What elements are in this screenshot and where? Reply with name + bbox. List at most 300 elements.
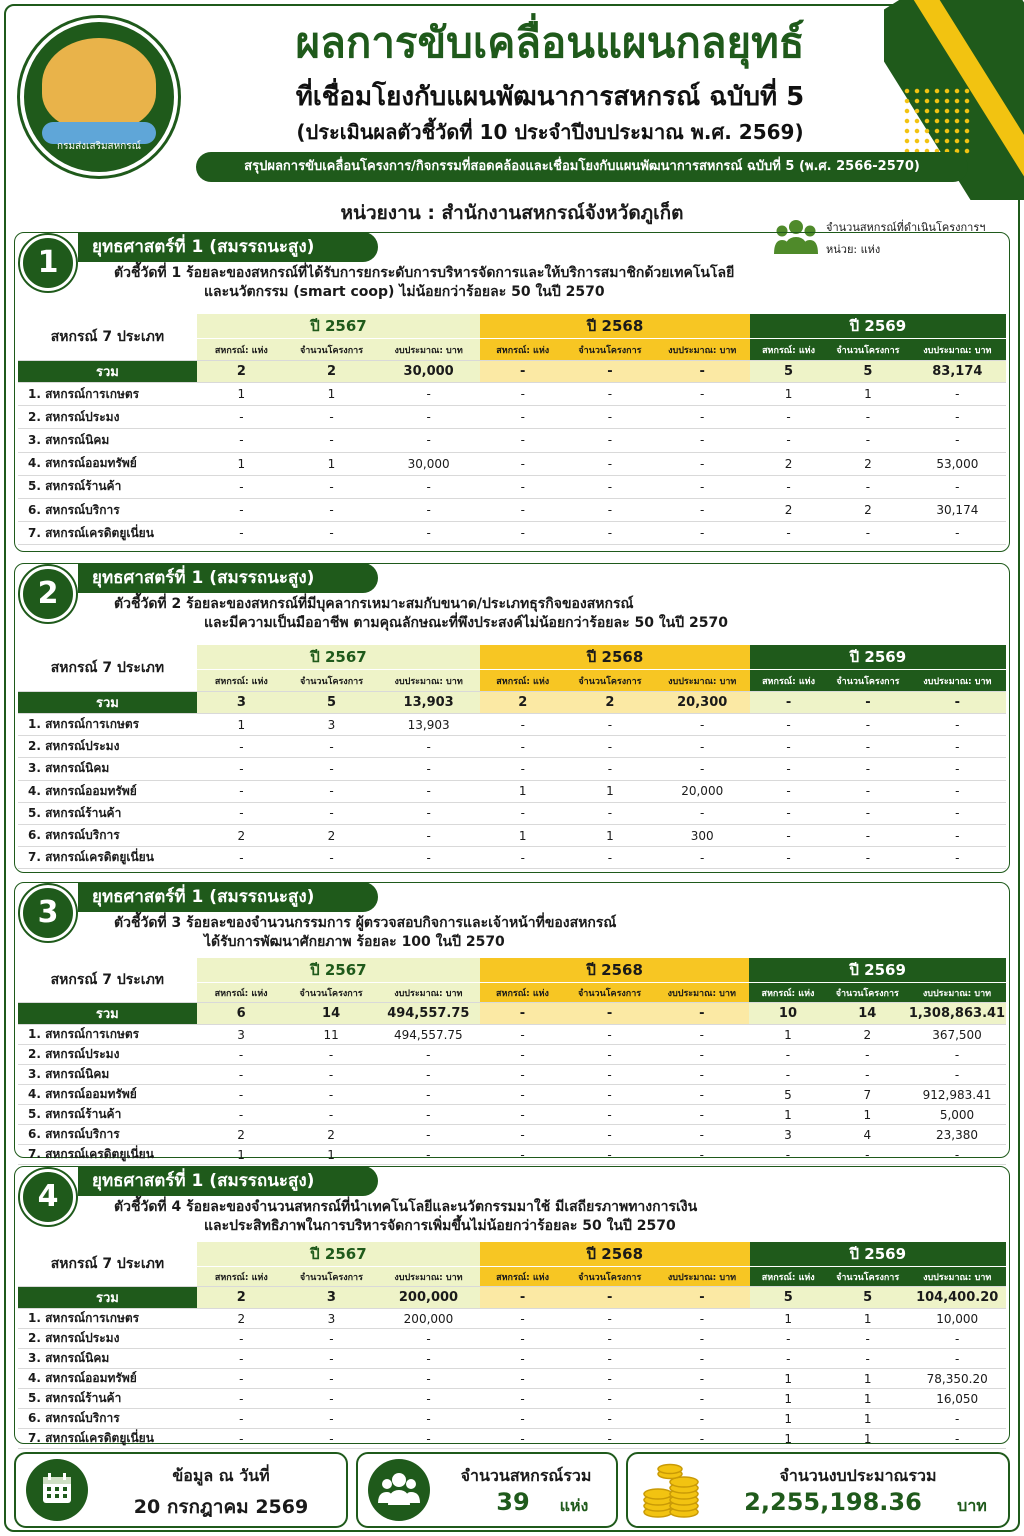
budget-total-label: จำนวนงบประมาณรวม <box>779 1466 937 1485</box>
table-cell: - <box>827 802 909 824</box>
table-cell: - <box>750 758 827 780</box>
column-subheader: จำนวนโครงการ <box>286 1267 377 1287</box>
table-cell: - <box>286 780 377 802</box>
indicator-line: ได้รับการพัฒนาศักยภาพ ร้อยละ 100 ในปี 2570 <box>204 934 505 950</box>
total-cell: 3 <box>286 1287 377 1309</box>
table-row <box>18 1085 1006 1105</box>
column-subheader: สหกรณ์: แห่ง <box>197 983 286 1003</box>
column-subheader: สหกรณ์: แห่ง <box>480 1267 565 1287</box>
table-cell: 1 <box>827 1369 908 1389</box>
table-cell: - <box>565 1045 654 1065</box>
table-cell: - <box>827 1045 908 1065</box>
table-cell: - <box>197 1409 286 1429</box>
table-cell: - <box>908 1045 1006 1065</box>
table-cell: - <box>565 1349 654 1369</box>
table-cell: - <box>197 1045 286 1065</box>
table-cell: - <box>377 824 480 846</box>
table-cell: - <box>286 1065 377 1085</box>
year-header: ปี 2569 <box>750 314 1006 339</box>
table-cell: 1 <box>827 1409 908 1429</box>
total-cell: 2 <box>197 1287 286 1309</box>
total-cell: 14 <box>827 1003 908 1025</box>
table-cell: - <box>480 1065 565 1085</box>
table-row <box>18 736 1006 758</box>
table-cell: - <box>654 1329 749 1349</box>
table-cell: - <box>654 1145 749 1165</box>
table-cell: - <box>197 522 286 545</box>
coop-type-label: 5. สหกรณ์ร้านค้า <box>18 1389 197 1409</box>
coop-type-label: 5. สหกรณ์ร้านค้า <box>18 475 197 498</box>
table-cell: - <box>565 1125 654 1145</box>
column-subheader: งบประมาณ: บาท <box>909 670 1006 692</box>
department-logo <box>20 18 178 176</box>
table-cell: - <box>377 522 480 545</box>
table-cell: 10,000 <box>908 1309 1006 1329</box>
table-cell: - <box>377 1145 480 1165</box>
column-subheader: สหกรณ์: แห่ง <box>750 670 827 692</box>
year-header: ปี 2568 <box>480 314 750 339</box>
table-cell: 1 <box>827 1429 908 1449</box>
table-cell: 2 <box>827 452 909 475</box>
column-subheader: จำนวนโครงการ <box>286 339 377 361</box>
footer-date-card <box>14 1452 348 1528</box>
table-cell: 2 <box>827 498 909 521</box>
table-cell: - <box>480 736 565 758</box>
total-cell: 494,557.75 <box>377 1003 480 1025</box>
total-cell: 5 <box>750 361 827 383</box>
table-cell: - <box>827 406 909 429</box>
date-label: ข้อมูล ณ วันที่ <box>172 1466 270 1485</box>
table-cell: - <box>197 847 286 869</box>
indicator-line: และประสิทธิภาพในการบริหารจัดการเพิ่มขึ้นไม่น้อยกว่าร้อยละ 50 ในปี 2570 <box>204 1218 676 1234</box>
table-cell: 3 <box>749 1125 826 1145</box>
table-cell: 1 <box>286 1145 377 1165</box>
year-header: ปี 2567 <box>197 645 480 670</box>
table-cell: 1 <box>480 824 565 846</box>
table-cell: - <box>286 1329 377 1349</box>
page-subtitle: ที่เชื่อมโยงกับแผนพัฒนาการสหกรณ์ ฉบับที่ 5 <box>295 82 805 112</box>
table-cell: - <box>827 1349 908 1369</box>
table-row <box>18 1125 1006 1145</box>
table-cell: - <box>908 1065 1006 1085</box>
column-subheader: งบประมาณ: บาท <box>655 339 750 361</box>
table-cell: - <box>654 1125 749 1145</box>
table-cell: - <box>654 1065 749 1085</box>
table-row <box>18 1045 1006 1065</box>
coop-type-label: 7. สหกรณ์เครดิตยูเนี่ยน <box>18 1145 197 1165</box>
table-cell: - <box>286 475 377 498</box>
table-cell: - <box>565 383 654 406</box>
total-cell: - <box>655 361 750 383</box>
table-cell: 1 <box>827 1105 908 1125</box>
year-header: ปี 2568 <box>480 958 749 983</box>
table-cell: 1 <box>286 452 377 475</box>
table-cell: - <box>286 522 377 545</box>
table-cell: 1 <box>565 824 654 846</box>
year-header: ปี 2568 <box>480 645 750 670</box>
table-cell: - <box>286 1085 377 1105</box>
column-subheader: งบประมาณ: บาท <box>908 983 1006 1003</box>
column-subheader: จำนวนโครงการ <box>827 1267 908 1287</box>
total-cell: 5 <box>827 1287 908 1309</box>
table-cell: 1 <box>750 383 827 406</box>
table-cell: 1 <box>827 1309 908 1329</box>
table-cell: - <box>480 1045 565 1065</box>
column-subheader: งบประมาณ: บาท <box>654 1267 749 1287</box>
indicator-line: และมีความเป็นมืออาชีพ ตามคุณลักษณะที่พึงประสงค์ไม่น้อยกว่าร้อยละ 50 ในปี 2570 <box>204 615 728 631</box>
table-row <box>18 1409 1006 1429</box>
evaluation-line: (ประเมินผลตัวชี้วัดที่ 10 ประจำปีงบประมาณ พ.ศ. 2569) <box>296 120 804 144</box>
table-cell: - <box>197 1329 286 1349</box>
table-cell: - <box>377 736 480 758</box>
table-cell: - <box>377 498 480 521</box>
total-cell: 14 <box>286 1003 377 1025</box>
table-cell: - <box>286 847 377 869</box>
table-cell: - <box>197 780 286 802</box>
table-cell: 1 <box>197 714 286 736</box>
table-cell: - <box>197 1389 286 1409</box>
coop-type-label: 1. สหกรณ์การเกษตร <box>18 1309 197 1329</box>
results-table <box>18 958 1006 1165</box>
table-cell: - <box>377 1349 480 1369</box>
total-cell: - <box>750 692 827 714</box>
table-cell: - <box>565 475 654 498</box>
table-row <box>18 498 1006 521</box>
table-cell: - <box>377 1045 480 1065</box>
table-cell: - <box>377 1125 480 1145</box>
table-cell: 367,500 <box>908 1025 1006 1045</box>
total-cell: - <box>480 1003 565 1025</box>
column-subheader: สหกรณ์: แห่ง <box>197 339 286 361</box>
table-cell: - <box>197 498 286 521</box>
table-cell: - <box>749 1065 826 1085</box>
table-row <box>18 1349 1006 1369</box>
table-cell: - <box>749 1045 826 1065</box>
total-label: รวม <box>18 692 197 714</box>
section-number: 2 <box>20 566 76 622</box>
column-subheader: จำนวนโครงการ <box>565 670 654 692</box>
logo-text: กรมส่งเสริมสหกรณ์ <box>57 141 141 152</box>
table-cell: - <box>750 406 827 429</box>
table-cell: 7 <box>827 1085 908 1105</box>
coin-stack-icon <box>640 1460 704 1522</box>
table-cell: - <box>480 1349 565 1369</box>
table-cell: 1 <box>749 1025 826 1045</box>
total-cell: 10 <box>749 1003 826 1025</box>
column-subheader: สหกรณ์: แห่ง <box>480 670 565 692</box>
column-subheader: สหกรณ์: แห่ง <box>750 1267 827 1287</box>
column-subheader: จำนวนโครงการ <box>286 670 377 692</box>
table-cell: - <box>377 758 480 780</box>
column-subheader: งบประมาณ: บาท <box>654 983 749 1003</box>
table-cell: - <box>654 1309 749 1329</box>
results-table <box>18 645 1006 869</box>
type-header: สหกรณ์ 7 ประเภท <box>18 958 197 1003</box>
table-cell: - <box>480 1389 565 1409</box>
coop-type-label: 6. สหกรณ์บริการ <box>18 824 197 846</box>
total-cell: 5 <box>750 1287 827 1309</box>
table-cell: - <box>565 1329 654 1349</box>
table-row <box>18 1429 1006 1449</box>
table-cell: - <box>827 758 909 780</box>
coop-type-label: 4. สหกรณ์ออมทรัพย์ <box>18 452 197 475</box>
table-row <box>18 406 1006 429</box>
table-cell: - <box>480 1145 565 1165</box>
table-cell: - <box>655 758 750 780</box>
indicator-text <box>114 914 970 952</box>
table-cell: - <box>565 736 654 758</box>
date-value: 20 กรกฎาคม 2569 <box>133 1496 309 1518</box>
year-header: ปี 2567 <box>197 1242 480 1267</box>
table-row <box>18 1065 1006 1085</box>
footer-coop-card <box>356 1452 618 1528</box>
table-cell: - <box>197 406 286 429</box>
table-cell: - <box>565 758 654 780</box>
table-cell: 2 <box>286 1125 377 1145</box>
table-cell: - <box>827 1145 908 1165</box>
table-cell: - <box>750 736 827 758</box>
column-subheader: จำนวนโครงการ <box>827 983 908 1003</box>
table-cell: - <box>480 1369 565 1389</box>
table-row <box>18 1329 1006 1349</box>
table-cell: - <box>565 452 654 475</box>
column-subheader: จำนวนโครงการ <box>827 670 909 692</box>
table-cell: - <box>565 1105 654 1125</box>
total-cell: - <box>480 1287 565 1309</box>
table-cell: - <box>827 736 909 758</box>
coop-type-label: 2. สหกรณ์ประมง <box>18 1045 197 1065</box>
column-subheader: จำนวนโครงการ <box>827 339 909 361</box>
table-cell: 1 <box>749 1105 826 1125</box>
table-cell: - <box>827 714 909 736</box>
table-cell: - <box>197 1085 286 1105</box>
table-cell: - <box>197 1065 286 1085</box>
coop-type-label: 1. สหกรณ์การเกษตร <box>18 714 197 736</box>
table-cell: - <box>750 824 827 846</box>
table-cell: 30,000 <box>377 452 480 475</box>
total-cell: 3 <box>197 692 286 714</box>
coop-type-label: 2. สหกรณ์ประมง <box>18 1329 197 1349</box>
column-subheader: สหกรณ์: แห่ง <box>749 983 826 1003</box>
year-header: ปี 2569 <box>750 1242 1006 1267</box>
column-subheader: สหกรณ์: แห่ง <box>480 983 565 1003</box>
coop-type-label: 7. สหกรณ์เครดิตยูเนี่ยน <box>18 522 197 545</box>
table-cell: - <box>377 406 480 429</box>
coop-type-label: 3. สหกรณ์นิคม <box>18 429 197 452</box>
table-cell: - <box>286 736 377 758</box>
table-cell: - <box>655 406 750 429</box>
total-cell: - <box>827 692 909 714</box>
table-cell: - <box>197 758 286 780</box>
table-cell: - <box>655 802 750 824</box>
table-cell: - <box>827 522 909 545</box>
table-cell: 1 <box>750 1309 827 1329</box>
total-cell: - <box>654 1287 749 1309</box>
total-cell: 83,174 <box>909 361 1006 383</box>
coop-type-label: 4. สหกรณ์ออมทรัพย์ <box>18 1369 197 1389</box>
coop-type-label: 5. สหกรณ์ร้านค้า <box>18 802 197 824</box>
table-cell: - <box>377 1409 480 1429</box>
coop-type-label: 3. สหกรณ์นิคม <box>18 1349 197 1369</box>
table-cell: - <box>827 1065 908 1085</box>
total-cell: - <box>480 361 565 383</box>
table-cell: - <box>480 1429 565 1449</box>
coop-type-label: 6. สหกรณ์บริการ <box>18 1125 197 1145</box>
column-subheader: งบประมาณ: บาท <box>377 983 480 1003</box>
year-header: ปี 2569 <box>749 958 1006 983</box>
table-cell: 1 <box>827 1389 908 1409</box>
table-cell: 53,000 <box>909 452 1006 475</box>
coop-type-label: 1. สหกรณ์การเกษตร <box>18 383 197 406</box>
total-cell: 6 <box>197 1003 286 1025</box>
table-cell: - <box>480 758 565 780</box>
table-cell: - <box>480 383 565 406</box>
table-cell: 78,350.20 <box>908 1369 1006 1389</box>
table-row <box>18 475 1006 498</box>
table-cell: 1 <box>750 1409 827 1429</box>
table-cell: - <box>565 847 654 869</box>
table-row <box>18 847 1006 869</box>
table-cell: - <box>480 1085 565 1105</box>
year-header: ปี 2567 <box>197 958 480 983</box>
section-title: ยุทธศาสตร์ที่ 1 (สมรรถนะสูง) <box>78 232 378 262</box>
column-subheader: งบประมาณ: บาท <box>655 670 750 692</box>
table-cell: - <box>654 1429 749 1449</box>
table-cell: - <box>480 714 565 736</box>
table-row <box>18 522 1006 545</box>
table-cell: - <box>565 1389 654 1409</box>
table-cell: - <box>750 780 827 802</box>
table-cell: - <box>565 1085 654 1105</box>
table-cell: 4 <box>827 1125 908 1145</box>
coop-type-label: 2. สหกรณ์ประมง <box>18 736 197 758</box>
table-cell: - <box>377 1429 480 1449</box>
coop-total-label: จำนวนสหกรณ์รวม <box>460 1466 592 1485</box>
coop-type-label: 3. สหกรณ์นิคม <box>18 1065 197 1085</box>
table-cell: - <box>286 1369 377 1389</box>
table-cell: - <box>565 1369 654 1389</box>
table-cell: - <box>377 1389 480 1409</box>
table-cell: - <box>565 1025 654 1045</box>
column-subheader: สหกรณ์: แห่ง <box>197 1267 286 1287</box>
table-cell: - <box>197 475 286 498</box>
summary-banner: สรุปผลการขับเคลื่อนโครงการ/กิจกรรมที่สอดคล้องและเชื่อมโยงกับแผนพัฒนาการสหกรณ์ ฉบับที่ 5 (พ.ศ. 2566-2570) <box>196 152 968 182</box>
table-cell: 11 <box>286 1025 377 1045</box>
table-cell: - <box>909 847 1006 869</box>
table-cell: - <box>197 1369 286 1389</box>
table-cell: - <box>750 1349 827 1369</box>
coop-type-label: 2. สหกรณ์ประมง <box>18 406 197 429</box>
total-label: รวม <box>18 361 197 383</box>
coop-type-label: 7. สหกรณ์เครดิตยูเนี่ยน <box>18 847 197 869</box>
type-header: สหกรณ์ 7 ประเภท <box>18 645 197 692</box>
section-title: ยุทธศาสตร์ที่ 1 (สมรรถนะสูง) <box>78 1166 378 1196</box>
table-cell: - <box>565 1409 654 1429</box>
table-cell: - <box>565 1429 654 1449</box>
people-group-icon <box>368 1459 430 1521</box>
table-cell: 2 <box>827 1025 908 1045</box>
table-cell: 1 <box>750 1389 827 1409</box>
year-header: ปี 2567 <box>197 314 480 339</box>
table-cell: - <box>480 1125 565 1145</box>
table-cell: - <box>565 802 654 824</box>
table-cell: - <box>197 1105 286 1125</box>
table-cell: - <box>654 1349 749 1369</box>
table-cell: - <box>480 498 565 521</box>
coop-type-label: 6. สหกรณ์บริการ <box>18 498 197 521</box>
table-cell: - <box>480 1309 565 1329</box>
coop-total-value: 39 <box>496 1488 530 1516</box>
table-cell: - <box>827 824 909 846</box>
table-cell: - <box>749 1145 826 1165</box>
table-cell: - <box>908 1329 1006 1349</box>
table-cell: 1 <box>197 1145 286 1165</box>
table-cell: - <box>286 429 377 452</box>
total-cell: 1,308,863.41 <box>908 1003 1006 1025</box>
section-title: ยุทธศาสตร์ที่ 1 (สมรรถนะสูง) <box>78 563 378 593</box>
year-header: ปี 2569 <box>750 645 1006 670</box>
total-cell: - <box>565 361 654 383</box>
table-cell: - <box>655 736 750 758</box>
budget-total-unit: บาท <box>957 1496 987 1515</box>
coop-total-unit: แห่ง <box>559 1496 589 1515</box>
table-cell: 3 <box>286 1309 377 1329</box>
table-cell: - <box>286 1045 377 1065</box>
table-cell: - <box>909 780 1006 802</box>
table-cell: - <box>909 802 1006 824</box>
table-cell: - <box>909 406 1006 429</box>
table-cell: - <box>827 429 909 452</box>
table-cell: - <box>909 714 1006 736</box>
table-cell: - <box>197 736 286 758</box>
table-cell: - <box>909 736 1006 758</box>
indicator-line: ตัวชี้วัดที่ 1 ร้อยละของสหกรณ์ที่ได้รับการยกระดับการบริหารจัดการและให้บริการสมาชิกด้วยเทคโนโลยี <box>114 265 735 281</box>
total-cell: 2 <box>286 361 377 383</box>
table-cell: - <box>480 475 565 498</box>
coop-type-label: 4. สหกรณ์ออมทรัพย์ <box>18 1085 197 1105</box>
total-cell: - <box>565 1003 654 1025</box>
indicator-text <box>114 1198 970 1236</box>
table-cell: - <box>654 1369 749 1389</box>
table-cell: - <box>655 475 750 498</box>
table-row <box>18 824 1006 846</box>
table-cell: 20,000 <box>655 780 750 802</box>
table-cell: - <box>750 522 827 545</box>
table-cell: 912,983.41 <box>908 1085 1006 1105</box>
table-row <box>18 780 1006 802</box>
table-cell: - <box>286 1429 377 1449</box>
table-cell: - <box>286 1349 377 1369</box>
table-cell: - <box>480 1025 565 1045</box>
table-cell: - <box>565 1145 654 1165</box>
legend-unit: หน่วย: แห่ง <box>826 243 881 256</box>
table-cell: - <box>827 780 909 802</box>
coop-type-label: 7. สหกรณ์เครดิตยูเนี่ยน <box>18 1429 197 1449</box>
coop-type-label: 5. สหกรณ์ร้านค้า <box>18 1105 197 1125</box>
table-cell: - <box>377 780 480 802</box>
table-cell: 1 <box>827 383 909 406</box>
column-subheader: สหกรณ์: แห่ง <box>480 339 565 361</box>
section-number: 4 <box>20 1169 76 1225</box>
table-cell: - <box>909 758 1006 780</box>
table-cell: 3 <box>286 714 377 736</box>
coop-type-label: 3. สหกรณ์นิคม <box>18 758 197 780</box>
table-cell: - <box>750 475 827 498</box>
table-row <box>18 714 1006 736</box>
coop-type-label: 6. สหกรณ์บริการ <box>18 1409 197 1429</box>
table-cell: - <box>377 1105 480 1125</box>
table-cell: - <box>655 383 750 406</box>
